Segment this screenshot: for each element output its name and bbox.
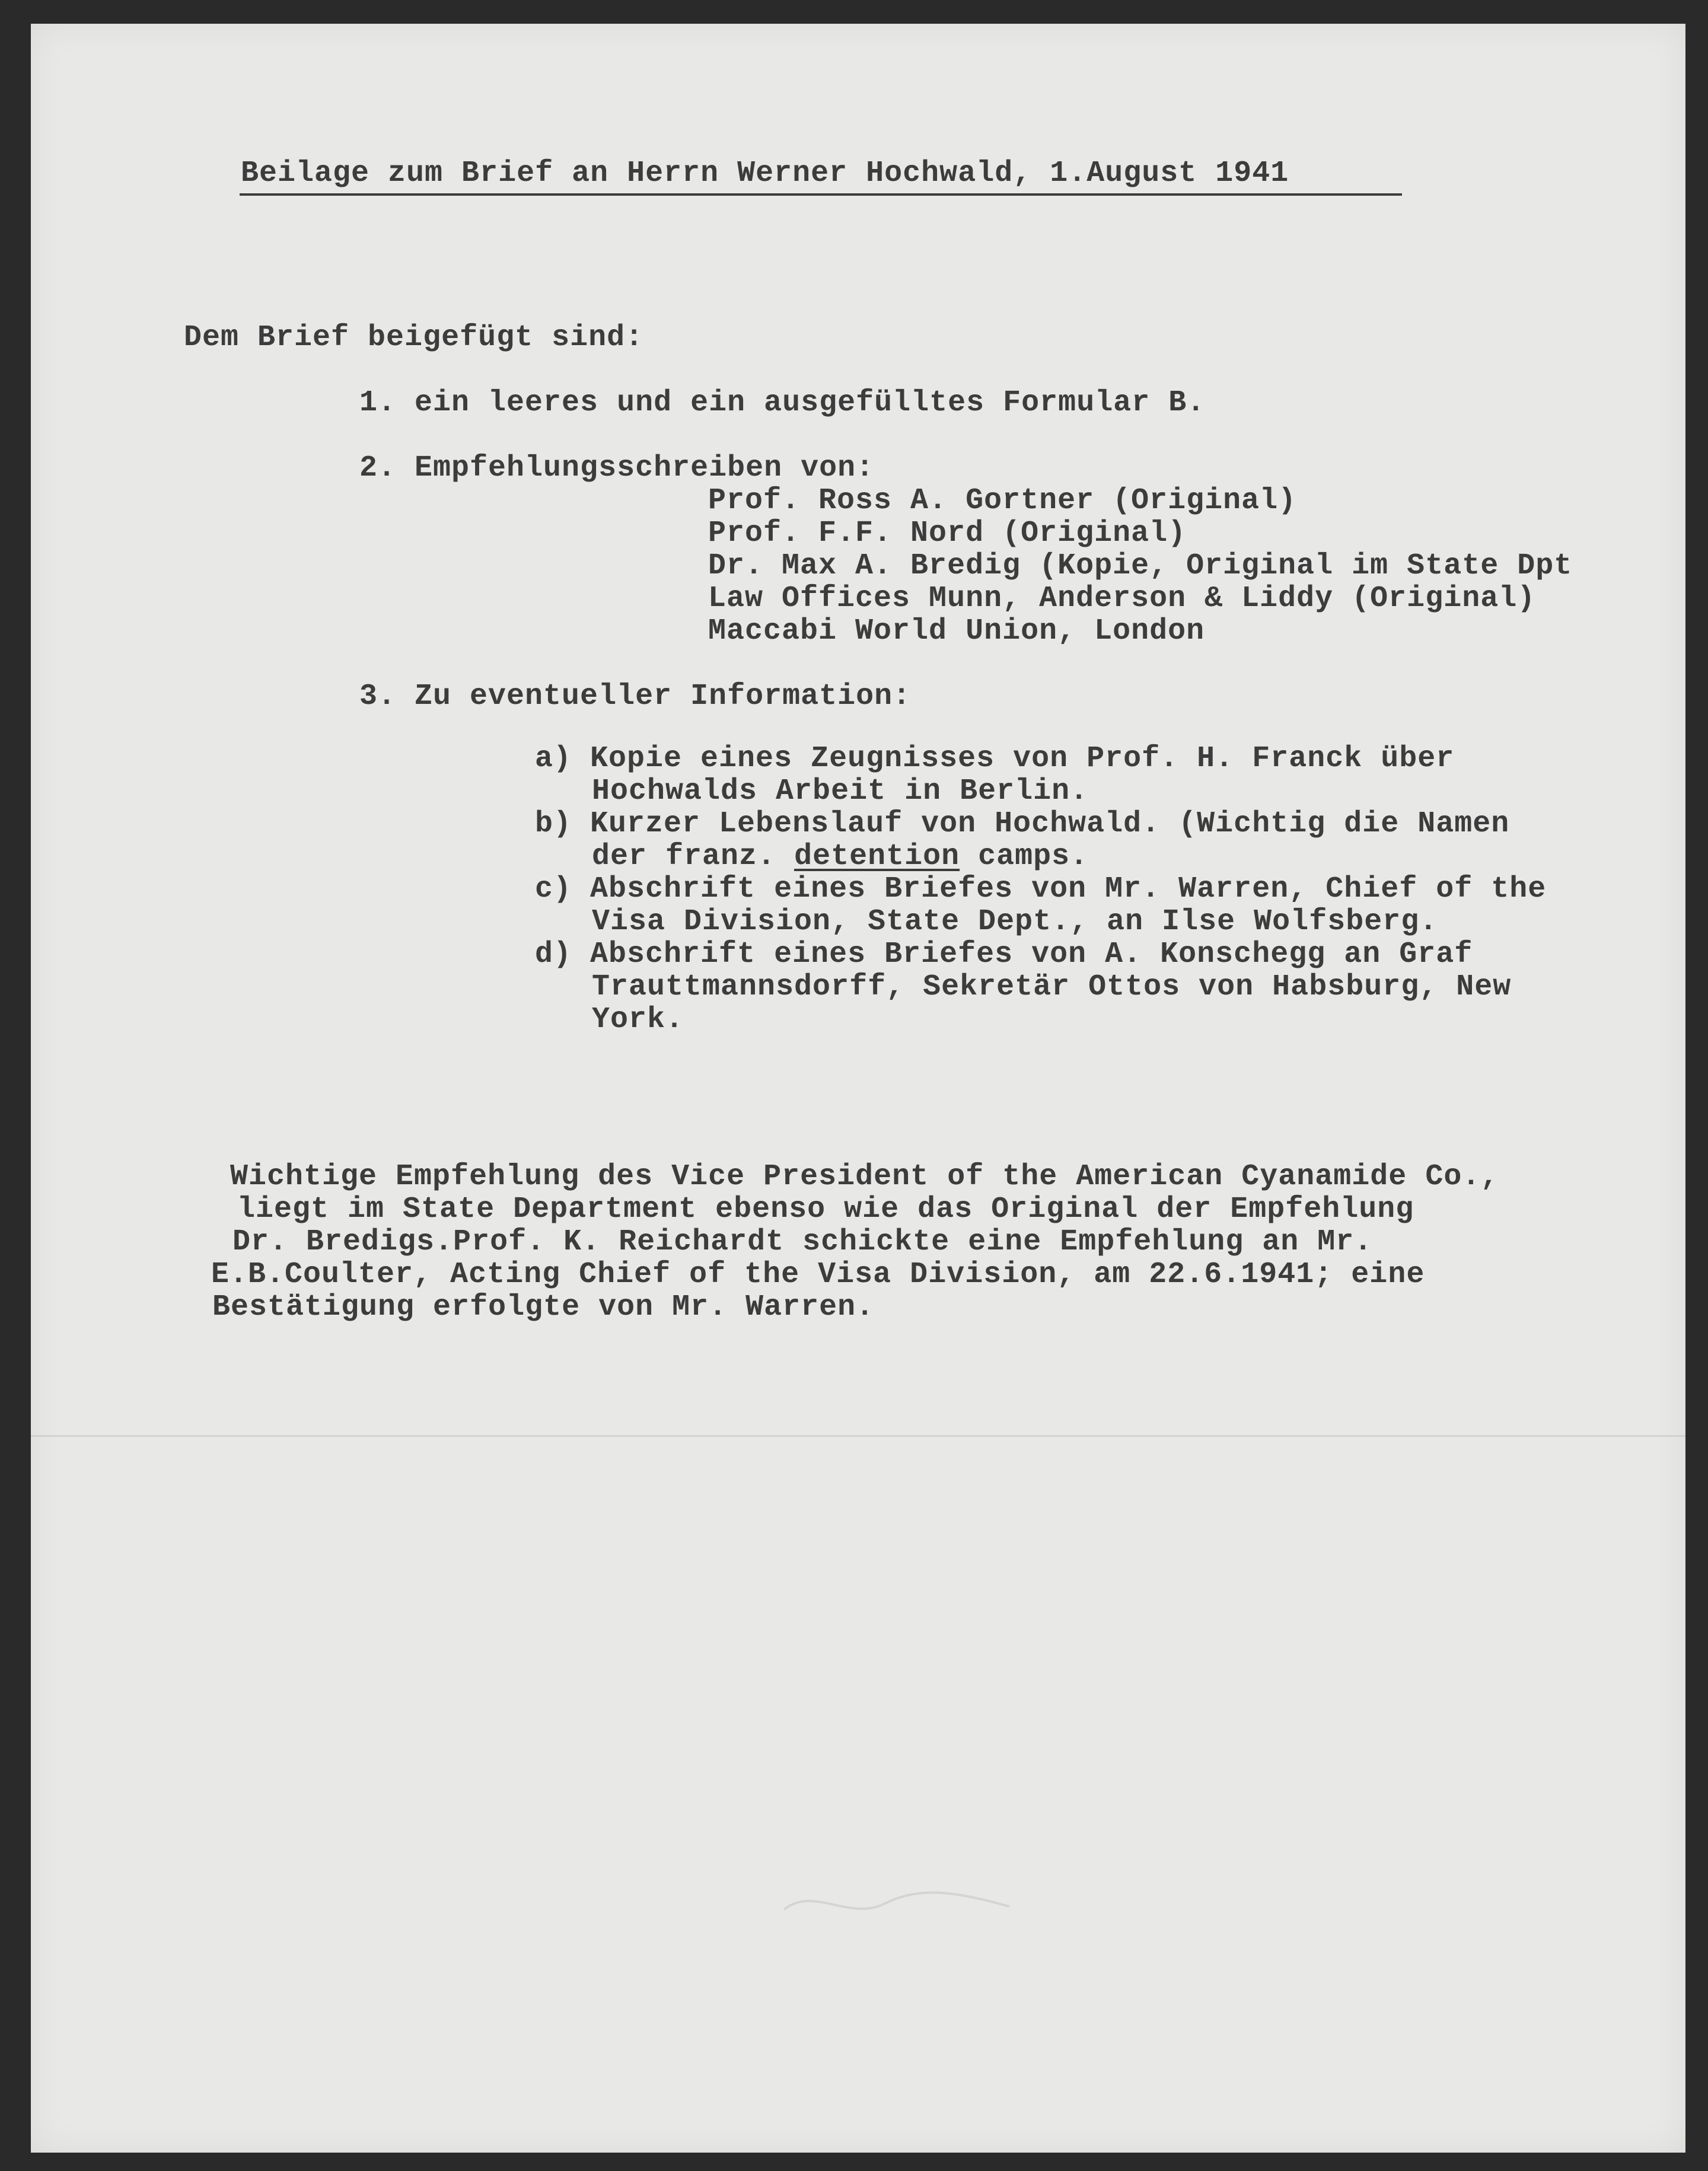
item-3b-line2-post: camps. [960,840,1089,873]
document-title: Beilage zum Brief an Herrn Werner Hochwald, 1.August 1941 [241,157,1289,190]
intro-text: Dem Brief beigefügt sind: [184,321,644,355]
document-page [31,24,1685,2153]
item-3b-line1: b) Kurzer Lebenslauf von Hochwald. (Wichtig die Namen [535,807,1510,841]
item-1: 1. ein leeres und ein ausgefülltes Formular B. [359,386,1206,420]
closing-paragraph-line: liegt im State Department ebenso wie das Original der Empfehlung [237,1193,1414,1226]
item-2-recommender: Prof. Ross A. Gortner (Original) [708,484,1297,518]
item-2-recommender: Dr. Max A. Bredig (Kopie, Original im State Dpt [708,549,1573,583]
item-2-heading: 2. Empfehlungsschreiben von: [359,451,875,485]
item-3-heading: 3. Zu eventueller Information: [359,680,912,713]
bleed-through-mark [778,1880,1015,1927]
item-2-recommender: Law Offices Munn, Anderson & Liddy (Original) [708,582,1536,616]
closing-paragraph-line: E.B.Coulter, Acting Chief of the Visa Division, am 22.6.1941; eine [211,1258,1425,1292]
item-2-recommender: Maccabi World Union, London [708,614,1205,648]
item-3b-line2 [592,842,1088,872]
title-underline [240,193,1402,196]
item-3d-line2: Trauttmannsdorff, Sekretär Ottos von Habsburg, New [592,970,1512,1004]
closing-paragraph-line: Wichtige Empfehlung des Vice President of the American Cyanamide Co., [230,1160,1499,1194]
closing-paragraph-line: Bestätigung erfolgte von Mr. Warren. [212,1290,875,1324]
item-3c-line2: Visa Division, State Dept., an Ilse Wolfsberg. [592,905,1438,939]
item-3c-line1: c) Abschrift eines Briefes von Mr. Warren, Chief of the [535,872,1547,906]
item-3a-line1: a) Kopie eines Zeugnisses von Prof. H. Franck über [535,742,1455,776]
paper-fold [31,1435,1685,1437]
closing-paragraph-line: Dr. Bredigs.Prof. K. Reichardt schickte eine Empfehlung an Mr. [232,1225,1373,1259]
item-3b-line2-pre: der franz. [592,840,795,873]
item-3a-line2: Hochwalds Arbeit in Berlin. [592,774,1089,808]
underlined-word: detention [794,840,960,873]
item-3d-line3: York. [592,1003,684,1037]
item-3d-line1: d) Abschrift eines Briefes von A. Konschegg an Graf [535,938,1473,971]
item-2-recommender: Prof. F.F. Nord (Original) [708,517,1187,550]
